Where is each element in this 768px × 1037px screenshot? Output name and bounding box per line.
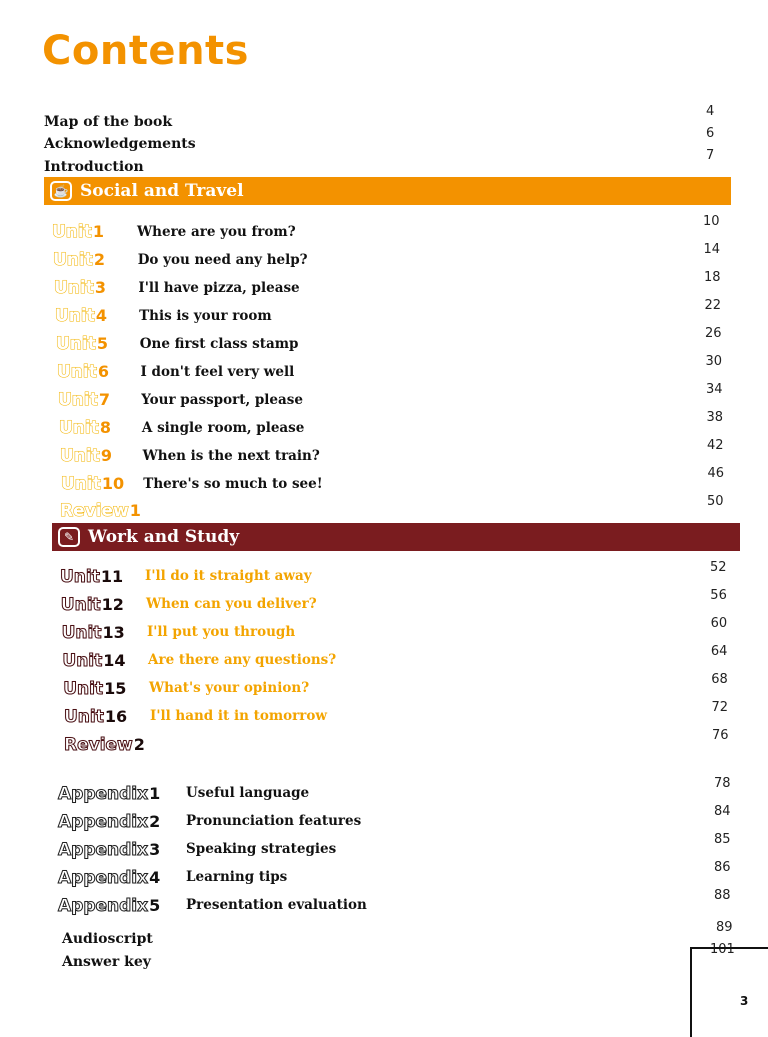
unit-row bbox=[58, 390, 303, 410]
unit-number: 11 bbox=[100, 567, 124, 586]
unit-label: Unit bbox=[54, 278, 94, 298]
back-matter-answer-key: Answer key bbox=[62, 954, 151, 970]
page-ref: 78 bbox=[714, 776, 731, 791]
back-matter-audioscript: Audioscript bbox=[62, 931, 153, 947]
unit-title: Your passport, please bbox=[141, 392, 303, 408]
unit-title: A single room, please bbox=[141, 420, 305, 436]
appendix-label: Appendix bbox=[58, 868, 149, 888]
section-title: Social and Travel bbox=[80, 181, 244, 201]
page-ref: 10 bbox=[703, 214, 720, 229]
unit-title: Where are you from? bbox=[137, 224, 296, 240]
unit-number: 15 bbox=[104, 679, 127, 698]
appendix-title: Useful language bbox=[186, 785, 310, 801]
unit-number: 12 bbox=[101, 595, 124, 614]
page-ref: 101 bbox=[710, 942, 735, 957]
appendix-row bbox=[58, 896, 367, 916]
unit-number: 7 bbox=[98, 390, 111, 409]
unit-row bbox=[55, 306, 272, 326]
appendix-title: Pronunciation features bbox=[186, 813, 362, 829]
unit-title: I'll hand it in tomorrow bbox=[150, 708, 328, 724]
page-ref: 14 bbox=[703, 242, 721, 257]
section-header-social-travel bbox=[44, 177, 731, 205]
appendix-label: Appendix bbox=[58, 784, 149, 804]
unit-title: I'll have pizza, please bbox=[138, 280, 300, 296]
appendix-row bbox=[58, 812, 362, 832]
page-ref: 86 bbox=[714, 860, 731, 875]
unit-row bbox=[60, 567, 312, 587]
unit-number: 1 bbox=[92, 222, 105, 241]
appendix-row bbox=[58, 784, 310, 804]
unit-row bbox=[62, 651, 337, 671]
appendix-number: 4 bbox=[149, 868, 161, 887]
page-ref: 30 bbox=[705, 354, 723, 369]
unit-label: Unit bbox=[57, 362, 97, 382]
unit-title: Do you need any help? bbox=[137, 252, 308, 268]
unit-title: I'll do it straight away bbox=[145, 568, 312, 584]
unit-title: One first class stamp bbox=[139, 336, 299, 352]
unit-label: Unit bbox=[63, 679, 104, 699]
appendix-title: Presentation evaluation bbox=[186, 897, 367, 913]
unit-label: Unit bbox=[60, 446, 100, 466]
unit-row bbox=[59, 418, 305, 438]
unit-row bbox=[64, 707, 328, 727]
appendix-title: Speaking strategies bbox=[186, 841, 337, 857]
review-row bbox=[64, 735, 145, 755]
unit-row bbox=[60, 595, 317, 615]
page-ref: 42 bbox=[707, 438, 724, 453]
unit-number: 2 bbox=[93, 250, 106, 269]
appendix-label: Appendix bbox=[58, 840, 149, 860]
review-label: Review bbox=[64, 735, 133, 755]
unit-number: 9 bbox=[100, 446, 113, 465]
unit-title: This is your room bbox=[139, 308, 272, 324]
unit-title: When is the next train? bbox=[142, 448, 320, 464]
unit-label: Unit bbox=[60, 567, 100, 587]
appendix-label: Appendix bbox=[58, 812, 149, 832]
front-matter-acknowledgements: Acknowledgements bbox=[44, 136, 196, 152]
unit-number: 6 bbox=[97, 362, 110, 381]
review-number: 1 bbox=[129, 501, 141, 520]
page-ref: 52 bbox=[710, 560, 727, 575]
unit-title: Are there any questions? bbox=[147, 652, 337, 668]
unit-number: 10 bbox=[101, 474, 125, 493]
page-ref: 60 bbox=[710, 616, 728, 631]
cup-icon: ☕ bbox=[50, 181, 72, 201]
review-label: Review bbox=[60, 501, 129, 521]
unit-row bbox=[52, 222, 296, 242]
unit-label: Unit bbox=[61, 623, 102, 643]
front-matter-map: Map of the book bbox=[44, 114, 173, 130]
page-ref: 76 bbox=[712, 728, 729, 743]
page-ref: 85 bbox=[714, 832, 731, 847]
section-header-work-study bbox=[52, 523, 740, 551]
unit-title: I'll put you through bbox=[146, 624, 296, 640]
unit-label: Unit bbox=[53, 250, 93, 270]
unit-number: 14 bbox=[103, 651, 126, 670]
unit-row bbox=[61, 474, 323, 494]
page-ref: 89 bbox=[716, 920, 733, 935]
unit-row bbox=[63, 679, 310, 699]
appendix-label: Appendix bbox=[58, 896, 149, 916]
unit-row bbox=[56, 334, 299, 354]
page-ref: 4 bbox=[706, 104, 715, 119]
unit-number: 3 bbox=[94, 278, 107, 297]
review-row bbox=[60, 501, 141, 521]
page-ref: 50 bbox=[707, 494, 724, 509]
appendix-row bbox=[58, 840, 337, 860]
unit-row bbox=[57, 362, 295, 382]
unit-number: 4 bbox=[95, 306, 108, 325]
review-number: 2 bbox=[133, 735, 145, 754]
unit-title: I don't feel very well bbox=[140, 364, 295, 380]
unit-row bbox=[53, 250, 308, 270]
appendix-number: 3 bbox=[149, 840, 161, 859]
unit-label: Unit bbox=[64, 707, 104, 727]
page-ref: 34 bbox=[706, 382, 723, 397]
page-number: 3 bbox=[740, 994, 749, 1008]
unit-title: What's your opinion? bbox=[148, 680, 310, 696]
unit-label: Unit bbox=[61, 474, 101, 494]
unit-label: Unit bbox=[52, 222, 92, 242]
page-ref: 6 bbox=[706, 126, 715, 141]
pen-icon: ✎ bbox=[58, 527, 80, 547]
unit-number: 8 bbox=[99, 418, 112, 437]
appendix-number: 2 bbox=[149, 812, 161, 831]
unit-number: 16 bbox=[104, 707, 128, 726]
page-ref: 72 bbox=[711, 700, 729, 715]
page-ref: 84 bbox=[714, 804, 731, 819]
page-ref: 7 bbox=[706, 148, 715, 163]
page-ref: 26 bbox=[705, 326, 722, 341]
appendix-row bbox=[58, 868, 288, 888]
page-ref: 46 bbox=[707, 466, 725, 481]
unit-row bbox=[60, 446, 320, 466]
unit-number: 5 bbox=[96, 334, 109, 353]
appendix-number: 1 bbox=[149, 784, 161, 803]
unit-number: 13 bbox=[102, 623, 125, 642]
page-ref: 38 bbox=[706, 410, 724, 425]
unit-label: Unit bbox=[56, 334, 96, 354]
unit-label: Unit bbox=[60, 595, 101, 615]
page-ref: 88 bbox=[714, 888, 731, 903]
page-ref: 68 bbox=[711, 672, 728, 687]
unit-title: When can you deliver? bbox=[145, 596, 317, 612]
page-title: Contents bbox=[42, 28, 249, 74]
unit-row bbox=[61, 623, 296, 643]
section-title: Work and Study bbox=[88, 527, 240, 547]
unit-label: Unit bbox=[59, 418, 99, 438]
unit-label: Unit bbox=[58, 390, 98, 410]
appendix-title: Learning tips bbox=[186, 869, 288, 885]
page-ref: 64 bbox=[710, 644, 728, 659]
unit-label: Unit bbox=[62, 651, 103, 671]
unit-label: Unit bbox=[55, 306, 95, 326]
page-ref: 22 bbox=[704, 298, 722, 313]
unit-title: There's so much to see! bbox=[143, 476, 323, 492]
page-ref: 18 bbox=[704, 270, 721, 285]
appendix-number: 5 bbox=[149, 896, 161, 915]
front-matter-introduction: Introduction bbox=[44, 159, 144, 175]
unit-row bbox=[54, 278, 300, 298]
page-ref: 56 bbox=[710, 588, 727, 603]
